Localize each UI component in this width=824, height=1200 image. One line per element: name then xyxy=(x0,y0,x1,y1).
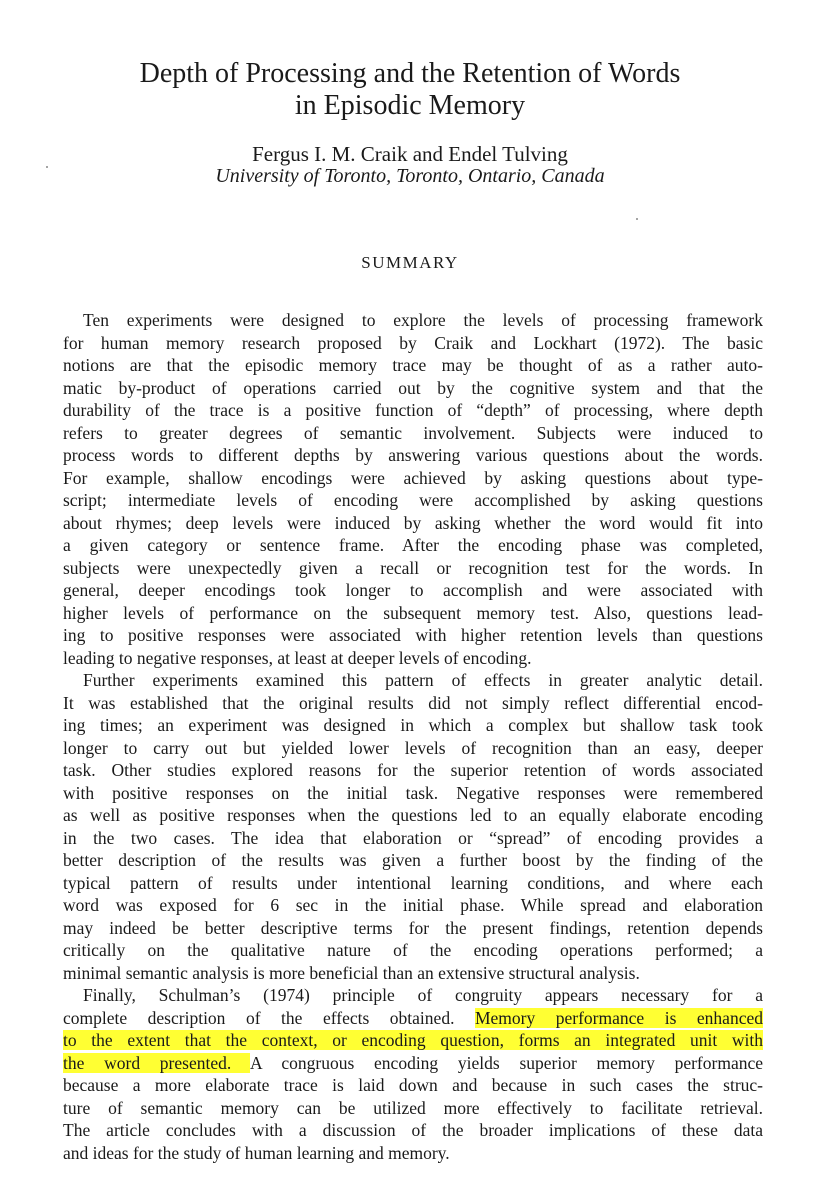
text-line: with positive responses on the initial task. Negative responses were remembered xyxy=(63,782,763,803)
summary-heading: SUMMARY xyxy=(361,253,459,272)
paragraph-2 xyxy=(63,669,763,984)
text-line: minimal semantic analysis is more beneficial than an extensive structural analysis. xyxy=(63,962,640,983)
text-line: process words to different depths by answering various questions about the words. xyxy=(63,445,763,465)
text-line: For example, shallow encodings were achieved by asking questions about type- xyxy=(63,467,763,488)
text-line: refers to greater degrees of semantic involvement. Subjects were induced to xyxy=(63,422,763,443)
scan-speck xyxy=(46,166,48,168)
text-line: ing times; an experiment was designed in which a complex but shallow task took xyxy=(63,715,763,735)
text-line: because a more elaborate trace is laid down and because in such cases the struc- xyxy=(63,1075,763,1095)
highlighted-text[interactable]: to the extent that the context, or encoding question, forms an integrated unit with xyxy=(63,1030,763,1050)
text-fragment: A congruous encoding yields superior memory performance xyxy=(250,1052,763,1073)
paper-title xyxy=(60,58,760,122)
text-line: in the two cases. The idea that elaboration or “spread” of encoding provides a xyxy=(63,827,763,848)
text-line: durability of the trace is a positive function of “depth” of processing, where depth xyxy=(63,400,763,420)
text-line: Further experiments examined this pattern of effects in greater analytic detail. xyxy=(83,670,763,690)
text-line: higher levels of performance on the subsequent memory test. Also, questions lead- xyxy=(63,602,763,623)
authors: Fergus I. M. Craik and Endel Tulving xyxy=(252,142,568,166)
text-line xyxy=(63,1052,763,1075)
text-line: notions are that the episodic memory trace may be thought of as a rather auto- xyxy=(63,355,763,375)
text-line: Finally, Schulman’s (1974) principle of congruity appears necessary for a xyxy=(83,985,763,1005)
text-line: Ten experiments were designed to explore the levels of processing framework xyxy=(83,310,763,330)
text-line: The article concludes with a discussion of the broader implications of these data xyxy=(63,1120,763,1140)
affiliation: University of Toronto, Toronto, Ontario, Canada xyxy=(215,165,605,187)
text-line: for human memory research proposed by Craik and Lockhart (1972). The basic xyxy=(63,332,763,353)
text-line: critically on the qualitative nature of the encoding operations performed; a xyxy=(63,940,763,960)
text-line: word was exposed for 6 sec in the initial phase. While spread and elaboration xyxy=(63,895,763,915)
paragraph-1 xyxy=(63,309,763,669)
text-line: better description of the results was given a further boost by the finding of the xyxy=(63,850,763,870)
text-line: ing to positive responses were associated with higher retention levels than questions xyxy=(63,625,763,645)
text-line: as well as positive responses when the questions led to an equally elaborate encoding xyxy=(63,805,763,825)
text-line xyxy=(63,1007,763,1030)
text-line: It was established that the original results did not simply reflect differential encod- xyxy=(63,692,763,713)
paper-title-line-2: in Episodic Memory xyxy=(294,90,526,121)
text-line: ture of semantic memory can be utilized more effectively to facilitate retrieval. xyxy=(63,1097,763,1118)
highlighted-text[interactable]: Memory performance is enhanced xyxy=(474,1007,763,1028)
text-line: task. Other studies explored reasons for the superior retention of words associated xyxy=(63,760,763,780)
text-fragment: complete description of the effects obtained. xyxy=(63,1007,475,1028)
text-line: general, deeper encodings took longer to accomplish and were associated with xyxy=(63,580,763,600)
text-line xyxy=(63,1029,763,1052)
text-line: script; intermediate levels of encoding were accomplished by asking questions xyxy=(63,490,763,510)
highlighted-text[interactable]: the word presented. xyxy=(63,1052,250,1073)
text-line: matic by-product of operations carried out by the cognitive system and that the xyxy=(63,377,763,398)
paper-title-line-1: Depth of Processing and the Retention of Words xyxy=(139,58,681,89)
text-line: subjects were unexpectedly given a recall or recognition test for the words. In xyxy=(63,557,763,578)
text-line: may indeed be better descriptive terms for the present findings, retention depends xyxy=(63,917,763,938)
text-line: longer to carry out but yielded lower levels of recognition than an easy, deeper xyxy=(63,737,763,758)
text-line: typical pattern of results under intentional learning conditions, and where each xyxy=(63,872,763,893)
text-line: leading to negative responses, at least at deeper levels of encoding. xyxy=(63,647,532,668)
text-line: and ideas for the study of human learning and memory. xyxy=(63,1142,450,1163)
text-line: a given category or sentence frame. After the encoding phase was completed, xyxy=(63,535,763,555)
scan-speck xyxy=(636,218,638,220)
paragraph-3 xyxy=(63,984,763,1164)
summary-body xyxy=(63,309,763,1164)
text-line: about rhymes; deep levels were induced by asking whether the word would fit into xyxy=(63,512,763,533)
